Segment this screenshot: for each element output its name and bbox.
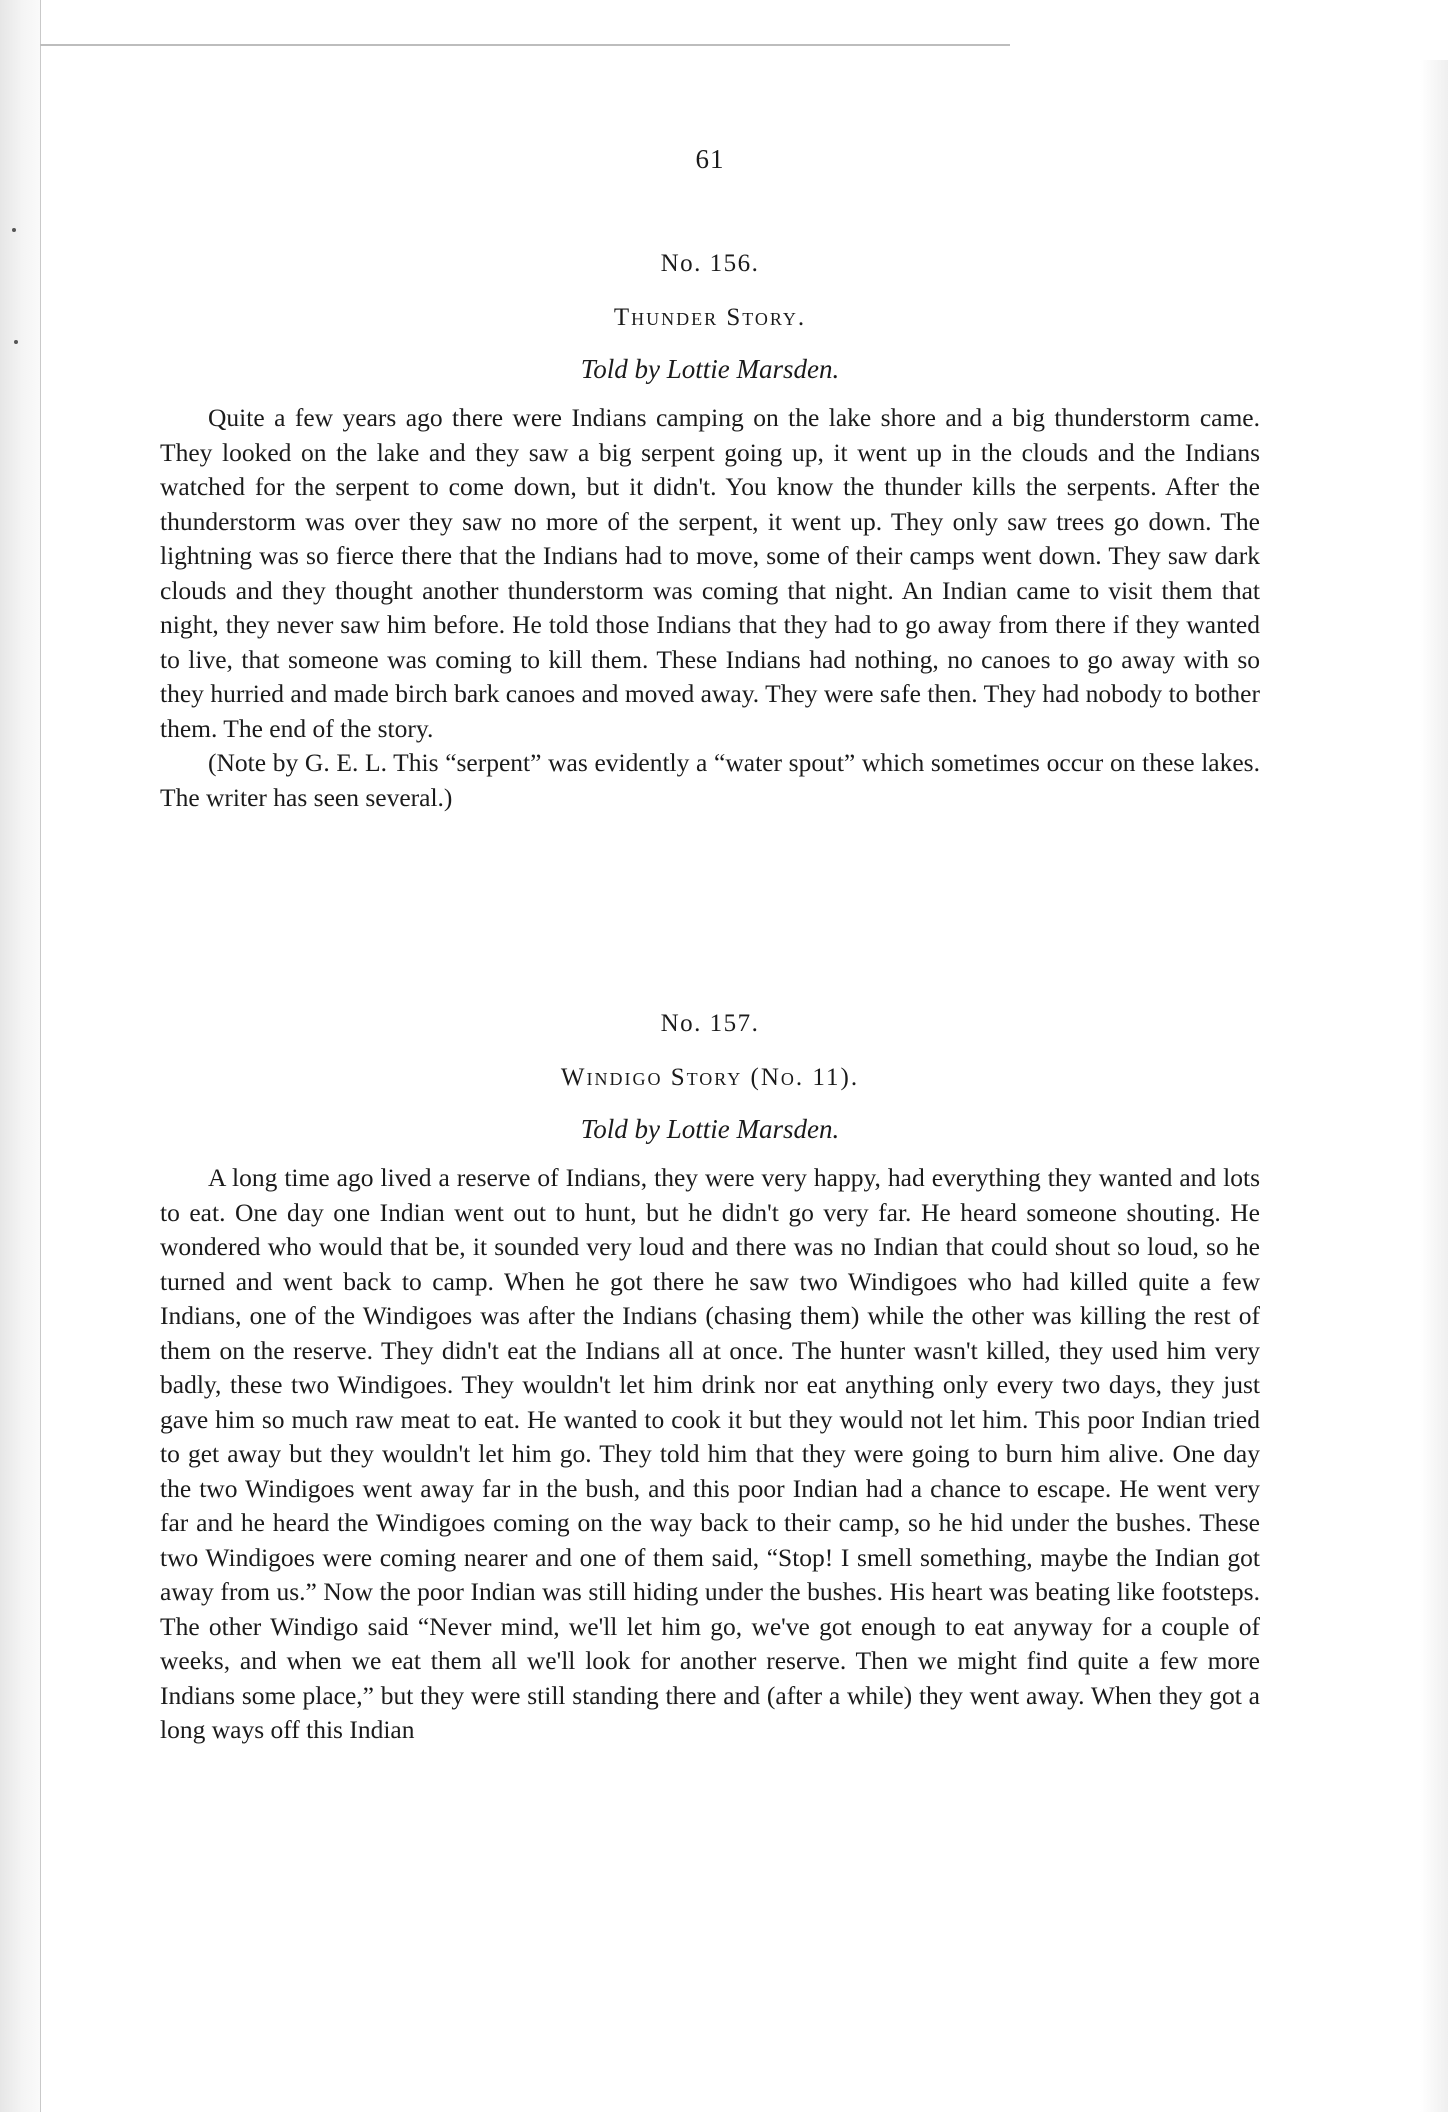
story-number: No. 156. [660, 250, 760, 277]
editor-note: (Note by G. E. L. This “serpent” was evidently a “water spout” which sometimes occur on these lakes. The writer has seen several.) [160, 748, 1260, 812]
story-title: Windigo Story (No. 11). [560, 1064, 860, 1091]
book-page [160, 130, 1260, 2070]
story-paragraph: Quite a few years ago there were Indians camping on the lake shore and a big thunderstorm came. They looked on the lake and they saw a big serpent going up, it went up in the clouds and the Indians watched for the serpent to come down, but it didn't. You know the thunder kills the serpents. After the thunderstorm was over they saw no more of the serpent, it went up. They only saw trees go down. The lightning was so fierce there that the Indians had to move, some of their camps went down. They saw dark clouds and they thought another thunderstorm was coming that night. An Indian came to visit them that night, they never saw him before. He told those Indians that they had to go away from there if they wanted to live, that someone was coming to kill them. These Indians had nothing, no canoes to go away with so they hurried and made birch bark canoes and moved away. They were safe then. They had nobody to bother them. The end of the story. [160, 403, 1260, 743]
story-body [160, 1161, 1260, 1748]
story-157 [160, 1010, 1260, 1748]
story-156 [160, 250, 1260, 815]
story-teller: Told by Lottie Marsden. [580, 1114, 840, 1144]
page-number: 61 [695, 144, 725, 174]
story-number: No. 157. [660, 1010, 760, 1037]
binding-edge [0, 0, 41, 2112]
story-title: Thunder Story. [613, 304, 807, 331]
story-paragraph: A long time ago lived a reserve of Indians, they were very happy, had everything they wanted and lots to eat. One day one Indian went out to hunt, but he didn't go very far. He heard someone shouting. He wondered who would that be, it sounded very loud and there was no Indian that could shout so loud, so he turned and went back to camp. When he got there he saw two Windigoes who had killed quite a few Indians, one of the Windigoes was after the Indians (chasing them) while the other was killing the rest of them on the reserve. They didn't eat the Indians all at once. The hunter wasn't killed, they used him very badly, these two Windigoes. They wouldn't let him drink nor eat anything only every two days, they just gave him so much raw meat to eat. He wanted to cook it but they would not let him. This poor Indian tried to get away but they wouldn't let him go. They told him that they were going to burn him alive. One day the two Windigoes went away far in the bush, and this poor Indian had a chance to escape. He went very far and he heard the Windigoes coming on the way back to their camp, so he hid under the bushes. These two Windigoes were coming nearer and one of them said, “Stop! I smell something, maybe the Indian got away from us.” Now the poor Indian was still hiding under the bushes. His heart was beating like footsteps. The other Windigo said “Never mind, we'll let him go, we've got enough to eat anyway for a couple of weeks, and when we eat them all we'll look for another reserve. Then we might find quite a few more Indians some place,” but they were still standing there and (after a while) they went away. When they got a long ways off this Indian [160, 1163, 1260, 1744]
scan-speck [14, 340, 18, 344]
story-teller: Told by Lottie Marsden. [580, 354, 840, 384]
story-body [160, 401, 1260, 815]
page-right-shadow [1420, 60, 1448, 2112]
scan-speck [12, 228, 16, 232]
page-top-edge [40, 44, 1010, 46]
